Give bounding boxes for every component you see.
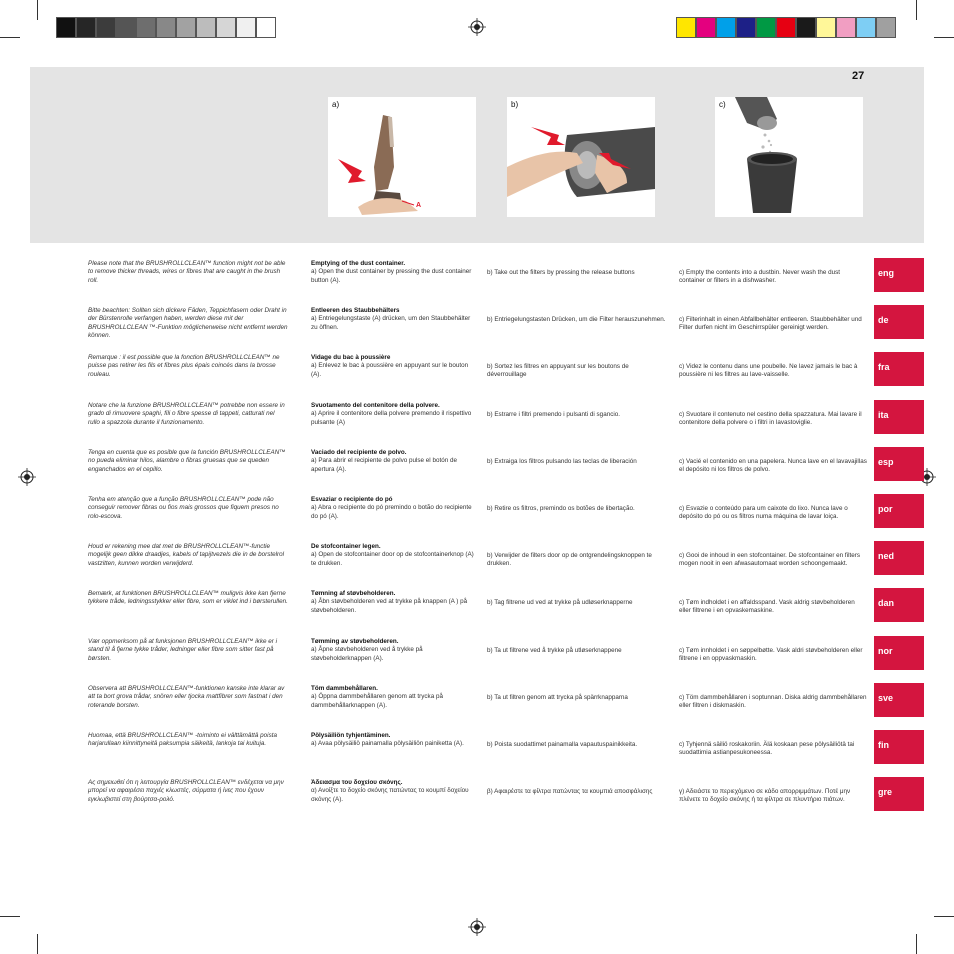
gray-swatch bbox=[256, 17, 276, 38]
note-text: Vær oppmerksom på at funksjonen BRUSHROLLCLEAN™ ikke er i stand til å fjerne tykke tråder, ledninger eller fibre som sitter fast på børsten. bbox=[88, 638, 277, 662]
section-title: Vidage du bac à poussière bbox=[311, 354, 391, 361]
section-title: Esvaziar o recipiente do pó bbox=[311, 496, 393, 503]
step-a-block bbox=[311, 402, 477, 427]
step-a-block bbox=[311, 496, 477, 521]
color-swatch bbox=[876, 17, 896, 38]
step-a-text: a) Åbn støvbeholderen ved at trykke på knappen (A ) på støvbeholderen. bbox=[311, 598, 468, 614]
color-swatch bbox=[816, 17, 836, 38]
step-c-text: c) Videz le contenu dans une poubelle. Ne lavez jamais le bac à poussière ni les filtres au lave-vaisselle. bbox=[679, 363, 858, 379]
step-b-text: b) Ta ut filtrene ved å trykke på utløserknappene bbox=[487, 647, 622, 654]
language-tab-fin[interactable]: fin bbox=[874, 730, 924, 764]
step-c-text: c) Tøm innholdet i en søppelbøtte. Vask aldri støvbeholderen eller filtrene i en oppvaskmaskin. bbox=[679, 647, 863, 663]
color-swatch bbox=[796, 17, 816, 38]
step-b-text: b) Entriegelungstasten Drücken, um die Filter herauszunehmen. bbox=[487, 316, 666, 323]
step-b-text: b) Retire os filtros, premindo os botões de libertação. bbox=[487, 505, 635, 512]
note-text: Tenha em atenção que a função BRUSHROLLCLEAN™ pode não conseguir remover fibras ou fios mais grossos que fiquem presos no rolo-escova. bbox=[88, 496, 279, 520]
gray-swatch bbox=[216, 17, 236, 38]
step-c-text: c) Svuotare il contenuto nel cestino della spazzatura. Mai lavare il contenitore della polvere o i filtri in lavastoviglie. bbox=[679, 411, 862, 427]
gray-swatch bbox=[156, 17, 176, 38]
language-tab-fra[interactable]: fra bbox=[874, 352, 924, 386]
callout-a-label: A bbox=[416, 202, 422, 209]
crop-mark bbox=[934, 37, 954, 38]
gray-swatch bbox=[196, 17, 216, 38]
crop-mark bbox=[934, 916, 954, 917]
color-swatch bbox=[736, 17, 756, 38]
step-a-block bbox=[311, 354, 477, 379]
step-b-text: b) Extraiga los filtros pulsando las teclas de liberación bbox=[487, 458, 637, 465]
gray-swatch bbox=[116, 17, 136, 38]
step-a-text: a) Avaa pölysäiliö painamalla pölysäiliön painiketta (A). bbox=[311, 740, 464, 748]
color-swatch bbox=[856, 17, 876, 38]
registration-mark-top bbox=[468, 18, 486, 36]
color-swatch bbox=[676, 17, 696, 38]
color-swatch bbox=[776, 17, 796, 38]
section-title: Emptying of the dust container. bbox=[311, 260, 406, 267]
step-a-text: a) Para abrir el recipiente de polvo pulse el botón de apertura (A). bbox=[311, 457, 457, 473]
step-c-text: c) Gooi de inhoud in een stofcontainer. De stofcontainer en filters mogen nooit in een afwasautomaat worden schoongemaakt. bbox=[679, 552, 860, 568]
section-title: Pölysäiliön tyhjentäminen. bbox=[311, 732, 391, 739]
step-a-block bbox=[311, 685, 477, 710]
crop-mark bbox=[0, 916, 20, 917]
color-swatch bbox=[716, 17, 736, 38]
language-tab-esp[interactable]: esp bbox=[874, 447, 924, 481]
note-text: Remarque : il est possible que la fonction BRUSHROLLCLEAN™ ne puisse pas retirer les fils et fibres plus épais coincés dans la brosse rouleau. bbox=[88, 354, 280, 378]
section-title: Entleeren des Staubbehälters bbox=[311, 307, 400, 314]
step-a-text: a) Öppna dammbehållaren genom att trycka på dammbehållarknappen (A). bbox=[311, 693, 443, 709]
note-text: Observera att BRUSHROLLCLEAN™-funktionen kanske inte klarar av att ta bort grova trådar, snören eller tjocka mattfibrer som fastnat i den roterande borsten. bbox=[88, 685, 285, 709]
step-c-text: c) Esvazie o conteúdo para um caixote do lixo. Nunca lave o depósito do pó ou os filtros numa máquina de lavar loiça. bbox=[679, 505, 848, 521]
vacuum-handheld-illustration bbox=[328, 97, 476, 217]
note-text: Bemærk, at funktionen BRUSHROLLCLEAN™ muligvis ikke kan fjerne tykkere tråde, ledningsstykker eller fibre, som er viklet ind i børsterullen. bbox=[88, 590, 288, 606]
step-a-text: a) Åpne støvbeholderen ved å trykke på støvbeholderknappen (A). bbox=[311, 646, 423, 662]
note-text: Please note that the BRUSHROLLCLEAN™ function might not be able to remove thicker threads, wires or fibres that are caught in the brush roll. bbox=[88, 260, 286, 284]
registration-mark-bottom bbox=[468, 918, 486, 936]
step-c-text: c) Tøm indholdet i en affaldsspand. Vask aldrig støvbeholderen eller filtrene i en opvaskemaskine. bbox=[679, 599, 855, 615]
section-title: De stofcontainer legen. bbox=[311, 543, 381, 550]
color-swatch bbox=[696, 17, 716, 38]
note-text: Bitte beachten: Sollten sich dickere Fäden, Teppichfasern oder Draht in der Bürstenrolle verfangen haben, werden diese mit der BRUSHROLLCLEAN ™-Funktion möglicherweise nicht entfernt werden können. bbox=[88, 307, 288, 340]
step-b-text: b) Poista suodattimet painamalla vapautuspainikkeita. bbox=[487, 741, 638, 748]
step-c-text: c) Tyhjennä säiliö roskakoriin. Älä koskaan pese pölysäiliötä tai suodattimia astianpesukoneessa. bbox=[679, 741, 855, 757]
figure-c bbox=[715, 97, 863, 217]
registration-mark-left bbox=[18, 468, 36, 486]
gray-swatch bbox=[136, 17, 156, 38]
step-b-text: b) Estrarre i filtri premendo i pulsanti di sgancio. bbox=[487, 411, 620, 418]
step-a-block bbox=[311, 543, 477, 568]
section-title: Tømning af støvbeholderen. bbox=[311, 590, 396, 597]
gray-swatch bbox=[76, 17, 96, 38]
figure-c-label: c) bbox=[719, 100, 726, 109]
color-swatch bbox=[836, 17, 856, 38]
language-tab-nor[interactable]: nor bbox=[874, 636, 924, 670]
step-a-text: a) Open the dust container by pressing the dust container button (A). bbox=[311, 268, 472, 284]
note-text: Huomaa, että BRUSHROLLCLEAN™ -toiminto ei välttämättä poista harjarullaan kiinnittyneitä paksumpia säikeitä, lankoja tai kuituja. bbox=[88, 732, 277, 748]
color-swatch bbox=[756, 17, 776, 38]
figure-a bbox=[328, 97, 476, 217]
step-a-block bbox=[311, 307, 477, 332]
section-title: Vaciado del recipiente de polvo. bbox=[311, 449, 407, 456]
step-c-text: c) Töm dammbehållaren i soptunnan. Diska aldrig dammbehållaren eller filtren i diskmaskin. bbox=[679, 694, 867, 710]
crop-mark bbox=[37, 0, 38, 20]
step-a-block bbox=[311, 638, 477, 663]
language-tab-dan[interactable]: dan bbox=[874, 588, 924, 622]
filter-release-illustration bbox=[507, 97, 655, 217]
step-a-text: a) Aprire il contenitore della polvere premendo il rispettivo pulsante (A) bbox=[311, 410, 472, 426]
step-b-text: b) Sortez les filtres en appuyant sur les boutons de déverrouillage bbox=[487, 363, 629, 379]
step-a-text: α) Ανοίξτε το δοχείο σκόνης πατώντας το κουμπί δοχείου σκόνης (A). bbox=[311, 787, 469, 803]
crop-mark bbox=[916, 934, 917, 954]
note-text: Tenga en cuenta que es posible que la función BRUSHROLLCLEAN™ no pueda eliminar hilos, alambre o fibras gruesas que se queden enganchados en el cepillo. bbox=[88, 449, 286, 473]
step-b-text: b) Tag filtrene ud ved at trykke på udløserknapperne bbox=[487, 599, 633, 606]
step-a-text: a) Open de stofcontainer door op de stofcontainerknop (A) te drukken. bbox=[311, 551, 474, 567]
note-text: Houd er rekening mee dat met de BRUSHROLLCLEAN™-functie mogelijk geen dikke draadjes, kabels of tapijtvezels die in de borstelrol vastzitten, kunnen worden verwijderd. bbox=[88, 543, 285, 567]
step-b-text: b) Ta ut filtren genom att trycka på spärrknapparna bbox=[487, 694, 628, 701]
gray-swatch bbox=[56, 17, 76, 38]
gray-swatch bbox=[96, 17, 116, 38]
gray-swatch bbox=[176, 17, 196, 38]
step-a-block bbox=[311, 779, 477, 804]
step-a-text: a) Abra o recipiente do pó premindo o botão do recipiente do pó (A). bbox=[311, 504, 472, 520]
step-c-text: c) Filterinhalt in einen Abfallbehälter entleeren. Staubbehälter und Filter durfen nicht im Geschirrspüler gereinigt werden. bbox=[679, 316, 862, 332]
crop-mark bbox=[0, 37, 20, 38]
language-tab-gre[interactable]: gre bbox=[874, 777, 924, 811]
section-title: Άδειασμα του δοχείου σκόνης. bbox=[311, 779, 403, 786]
step-a-block bbox=[311, 449, 477, 474]
step-c-text: c) Vacié el contenido en una papelera. Nunca lave en el lavavajillas el depósito ni los filtros de polvo. bbox=[679, 458, 867, 474]
language-tab-de[interactable]: de bbox=[874, 305, 924, 339]
crop-mark bbox=[37, 934, 38, 954]
note-text: Notare che la funzione BRUSHROLLCLEAN™ potrebbe non essere in grado di rimuovere spaghi, fili o fibre spesse di tappeti, catturati nel rullo a spazzola durante il funzionamento. bbox=[88, 402, 285, 426]
step-a-block bbox=[311, 260, 477, 285]
language-tab-eng[interactable]: eng bbox=[874, 258, 924, 292]
step-c-text: c) Empty the contents into a dustbin. Never wash the dust container or filters in a dishwasher. bbox=[679, 269, 841, 285]
language-tab-por[interactable]: por bbox=[874, 494, 924, 528]
page-number: 27 bbox=[852, 70, 865, 82]
step-c-text: γ) Αδειάστε το περιεχόμενο σε κάδο απορριμμάτων. Ποτέ μην πλένετε το δοχείο σκόνης ή τα φίλτρα σε πλυντήριο πιάτων. bbox=[679, 788, 851, 804]
empty-dustbin-illustration bbox=[715, 97, 863, 217]
section-title: Svuotamento del contenitore della polvere. bbox=[311, 402, 440, 409]
section-title: Töm dammbehållaren. bbox=[311, 685, 378, 692]
step-a-text: a) Enlevez le bac à poussière en appuyant sur le bouton (A). bbox=[311, 362, 469, 378]
figure-b-label: b) bbox=[511, 100, 519, 109]
step-b-text: b) Verwijder de filters door op de ontgrendelingsknoppen te drukken. bbox=[487, 552, 652, 568]
crop-mark bbox=[916, 0, 917, 20]
language-tab-sve[interactable]: sve bbox=[874, 683, 924, 717]
figure-a-label: a) bbox=[332, 100, 340, 109]
step-a-block bbox=[311, 732, 477, 749]
language-tab-ned[interactable]: ned bbox=[874, 541, 924, 575]
step-b-text: b) Take out the filters by pressing the release buttons bbox=[487, 269, 635, 276]
gray-swatch bbox=[236, 17, 256, 38]
language-tab-ita[interactable]: ita bbox=[874, 400, 924, 434]
figure-b bbox=[507, 97, 655, 217]
note-text: Ας σημειωθεί ότι η λειτουργία BRUSHROLLCLEAN™ ενδέχεται να μην μπορεί να αφαιρέσει παχιές κλωστές, σύρματα ή ίνες που έχουν εγκλωβιστεί στη βούρτσα-ρολό. bbox=[88, 779, 284, 803]
step-a-block bbox=[311, 590, 477, 615]
step-b-text: β) Αφαιρέστε τα φίλτρα πατώντας τα κουμπιά αποσφάλισης bbox=[487, 788, 653, 795]
step-a-text: a) Entriegelungstaste (A) drücken, um den Staubbehälter zu öffnen. bbox=[311, 315, 471, 331]
section-title: Tømming av støvbeholderen. bbox=[311, 638, 399, 645]
